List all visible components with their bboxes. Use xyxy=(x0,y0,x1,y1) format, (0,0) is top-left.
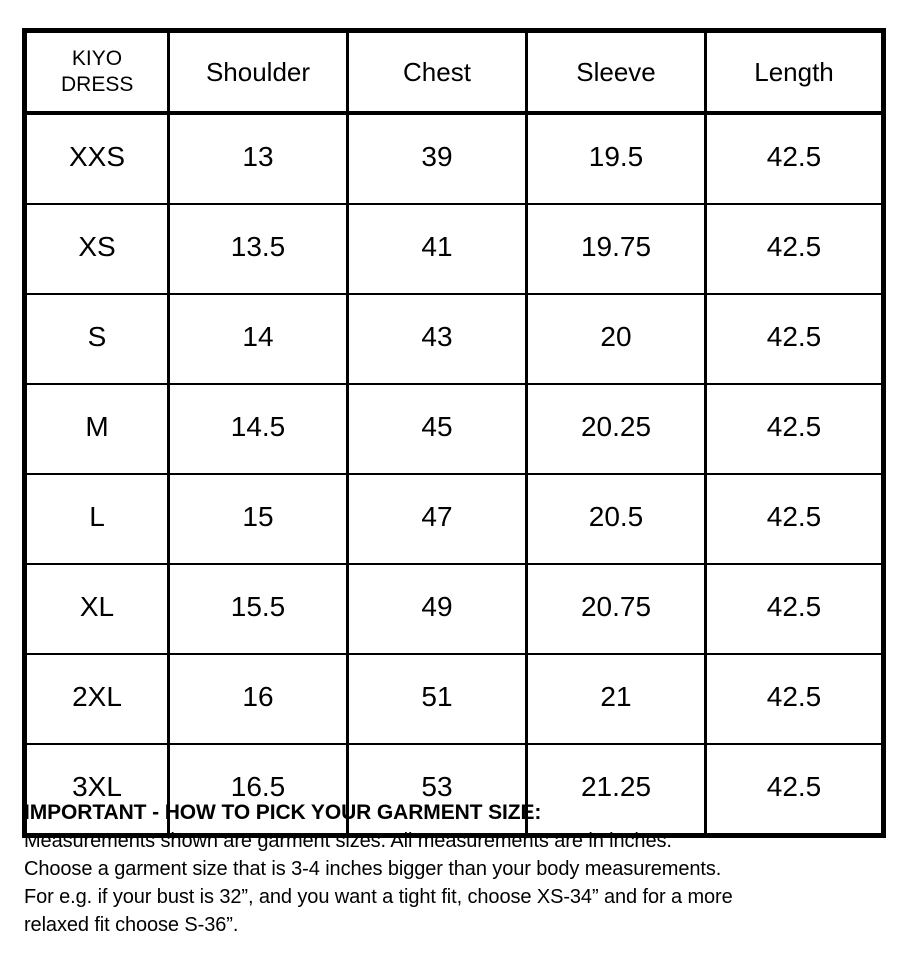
chest-value: 41 xyxy=(348,204,527,294)
length-value: 42.5 xyxy=(706,744,884,836)
shoulder-value: 14.5 xyxy=(169,384,348,474)
table-row-l xyxy=(25,474,884,564)
note-line-1: Measurements shown are garment sizes. All measurements are in inches. xyxy=(24,830,672,852)
shoulder-value: 16.5 xyxy=(169,744,348,836)
chest-value: 43 xyxy=(348,294,527,384)
sleeve-value: 20 xyxy=(527,294,706,384)
sleeve-value: 19.5 xyxy=(527,113,706,204)
column-header-chest: Chest xyxy=(348,31,527,114)
note-heading: IMPORTANT - HOW TO PICK YOUR GARMENT SIZE: xyxy=(24,801,542,824)
shoulder-value: 14 xyxy=(169,294,348,384)
table-row-s xyxy=(25,294,884,384)
length-value: 42.5 xyxy=(706,654,884,744)
table-row-xxs xyxy=(25,113,884,204)
sleeve-value: 19.75 xyxy=(527,204,706,294)
header-row xyxy=(25,31,884,114)
chest-value: 39 xyxy=(348,113,527,204)
size-label: 2XL xyxy=(25,654,169,744)
shoulder-value: 15.5 xyxy=(169,564,348,654)
note-line-4: relaxed fit choose S-36”. xyxy=(24,914,239,936)
chest-value: 49 xyxy=(348,564,527,654)
note-line-3: For e.g. if your bust is 32”, and you want a tight fit, choose XS-34” and for a more xyxy=(24,886,733,908)
length-value: 42.5 xyxy=(706,294,884,384)
length-value: 42.5 xyxy=(706,204,884,294)
size-chart-table xyxy=(22,28,886,838)
sleeve-value: 20.25 xyxy=(527,384,706,474)
chest-value: 51 xyxy=(348,654,527,744)
shoulder-value: 13 xyxy=(169,113,348,204)
length-value: 42.5 xyxy=(706,474,884,564)
chest-value: 47 xyxy=(348,474,527,564)
table-row-xs xyxy=(25,204,884,294)
column-header-length: Length xyxy=(706,31,884,114)
column-header-sleeve: Sleeve xyxy=(527,31,706,114)
size-label: XL xyxy=(25,564,169,654)
table-row-m xyxy=(25,384,884,474)
size-label: XXS xyxy=(25,113,169,204)
table-row-2xl xyxy=(25,654,884,744)
chest-value: 53 xyxy=(348,744,527,836)
size-label: S xyxy=(25,294,169,384)
length-value: 42.5 xyxy=(706,564,884,654)
length-value: 42.5 xyxy=(706,384,884,474)
shoulder-value: 15 xyxy=(169,474,348,564)
table-row-xl xyxy=(25,564,884,654)
table-title: KIYO DRESS xyxy=(61,47,134,96)
length-value: 42.5 xyxy=(706,113,884,204)
sleeve-value: 21.25 xyxy=(527,744,706,836)
size-label: 3XL xyxy=(25,744,169,836)
sizing-note xyxy=(24,799,894,939)
shoulder-value: 16 xyxy=(169,654,348,744)
chest-value: 45 xyxy=(348,384,527,474)
column-header-shoulder: Shoulder xyxy=(169,31,348,114)
size-label: XS xyxy=(25,204,169,294)
size-label: M xyxy=(25,384,169,474)
shoulder-value: 13.5 xyxy=(169,204,348,294)
sleeve-value: 20.5 xyxy=(527,474,706,564)
sleeve-value: 20.75 xyxy=(527,564,706,654)
size-label: L xyxy=(25,474,169,564)
sleeve-value: 21 xyxy=(527,654,706,744)
note-line-2: Choose a garment size that is 3-4 inches bigger than your body measurements. xyxy=(24,858,722,880)
corner-header-cell xyxy=(25,31,169,114)
